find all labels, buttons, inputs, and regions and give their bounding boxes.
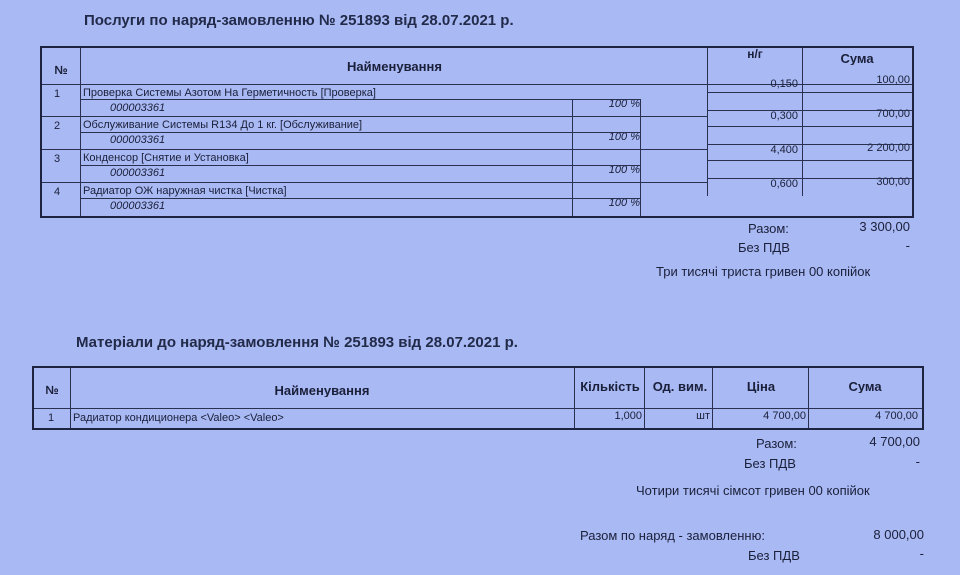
- materials-title: Матеріали до наряд-замовлення № 251893 від 28.07.2021 р.: [76, 334, 518, 351]
- materials-col-unit: Од. вим.: [652, 380, 708, 393]
- services-total-label: Разом:: [748, 221, 789, 236]
- services-col-name: Найменування: [347, 60, 442, 73]
- grand-total-label: Разом по наряд - замовленню:: [580, 528, 765, 543]
- services-col-sum: Сума: [840, 52, 874, 65]
- materials-col-qty: Кількість: [580, 380, 640, 393]
- services-title: Послуги по наряд-замовленню № 251893 від 28.07.2021 р.: [84, 12, 514, 29]
- materials-col-name: Найменування: [274, 384, 370, 397]
- materials-col-num: №: [45, 384, 59, 397]
- materials-col-sum: Сума: [848, 380, 882, 393]
- grand-vat-value: -: [919, 546, 924, 561]
- grand-total-value: 8 000,00: [873, 527, 924, 542]
- services-table: № Найменування н/г Сума 1 Проверка Системы Азотом На Герметичность [Проверка] 0,150 100,00 000003361 100 % 2 Обслуживание Системы R134 До 1 кг. [Обслуживание] 0,300 700,00 000003361 100 % 3 Конденсор [Снятие и Установка] 4,400 2 200,00 000003361 100 % 4 Радиатор ОЖ наружная чистка [Чистка] 0,600 300,00 000003361 100 %: [40, 46, 914, 218]
- materials-col-price: Ціна: [746, 380, 776, 393]
- services-in-words: Три тисячі триста гривен 00 копійок: [656, 264, 871, 279]
- services-total-value: 3 300,00: [859, 219, 910, 234]
- materials-vat-value: -: [915, 454, 920, 469]
- services-col-ng: н/г: [747, 48, 763, 61]
- services-vat-label: Без ПДВ: [738, 240, 790, 255]
- services-vat-value: -: [905, 238, 910, 253]
- services-col-num: №: [54, 64, 68, 77]
- grand-vat-label: Без ПДВ: [748, 548, 800, 563]
- materials-total-value: 4 700,00: [869, 434, 920, 449]
- materials-total-label: Разом:: [756, 436, 797, 451]
- materials-vat-label: Без ПДВ: [744, 456, 796, 471]
- materials-in-words: Чотири тисячі сімсот гривен 00 копійок: [636, 483, 870, 498]
- materials-table: № Найменування Кількість Од. вим. Ціна Сума 1 Радиатор кондиционера <Valeo> <Valeo> 1,000 шт 4 700,00 4 700,00: [32, 366, 924, 430]
